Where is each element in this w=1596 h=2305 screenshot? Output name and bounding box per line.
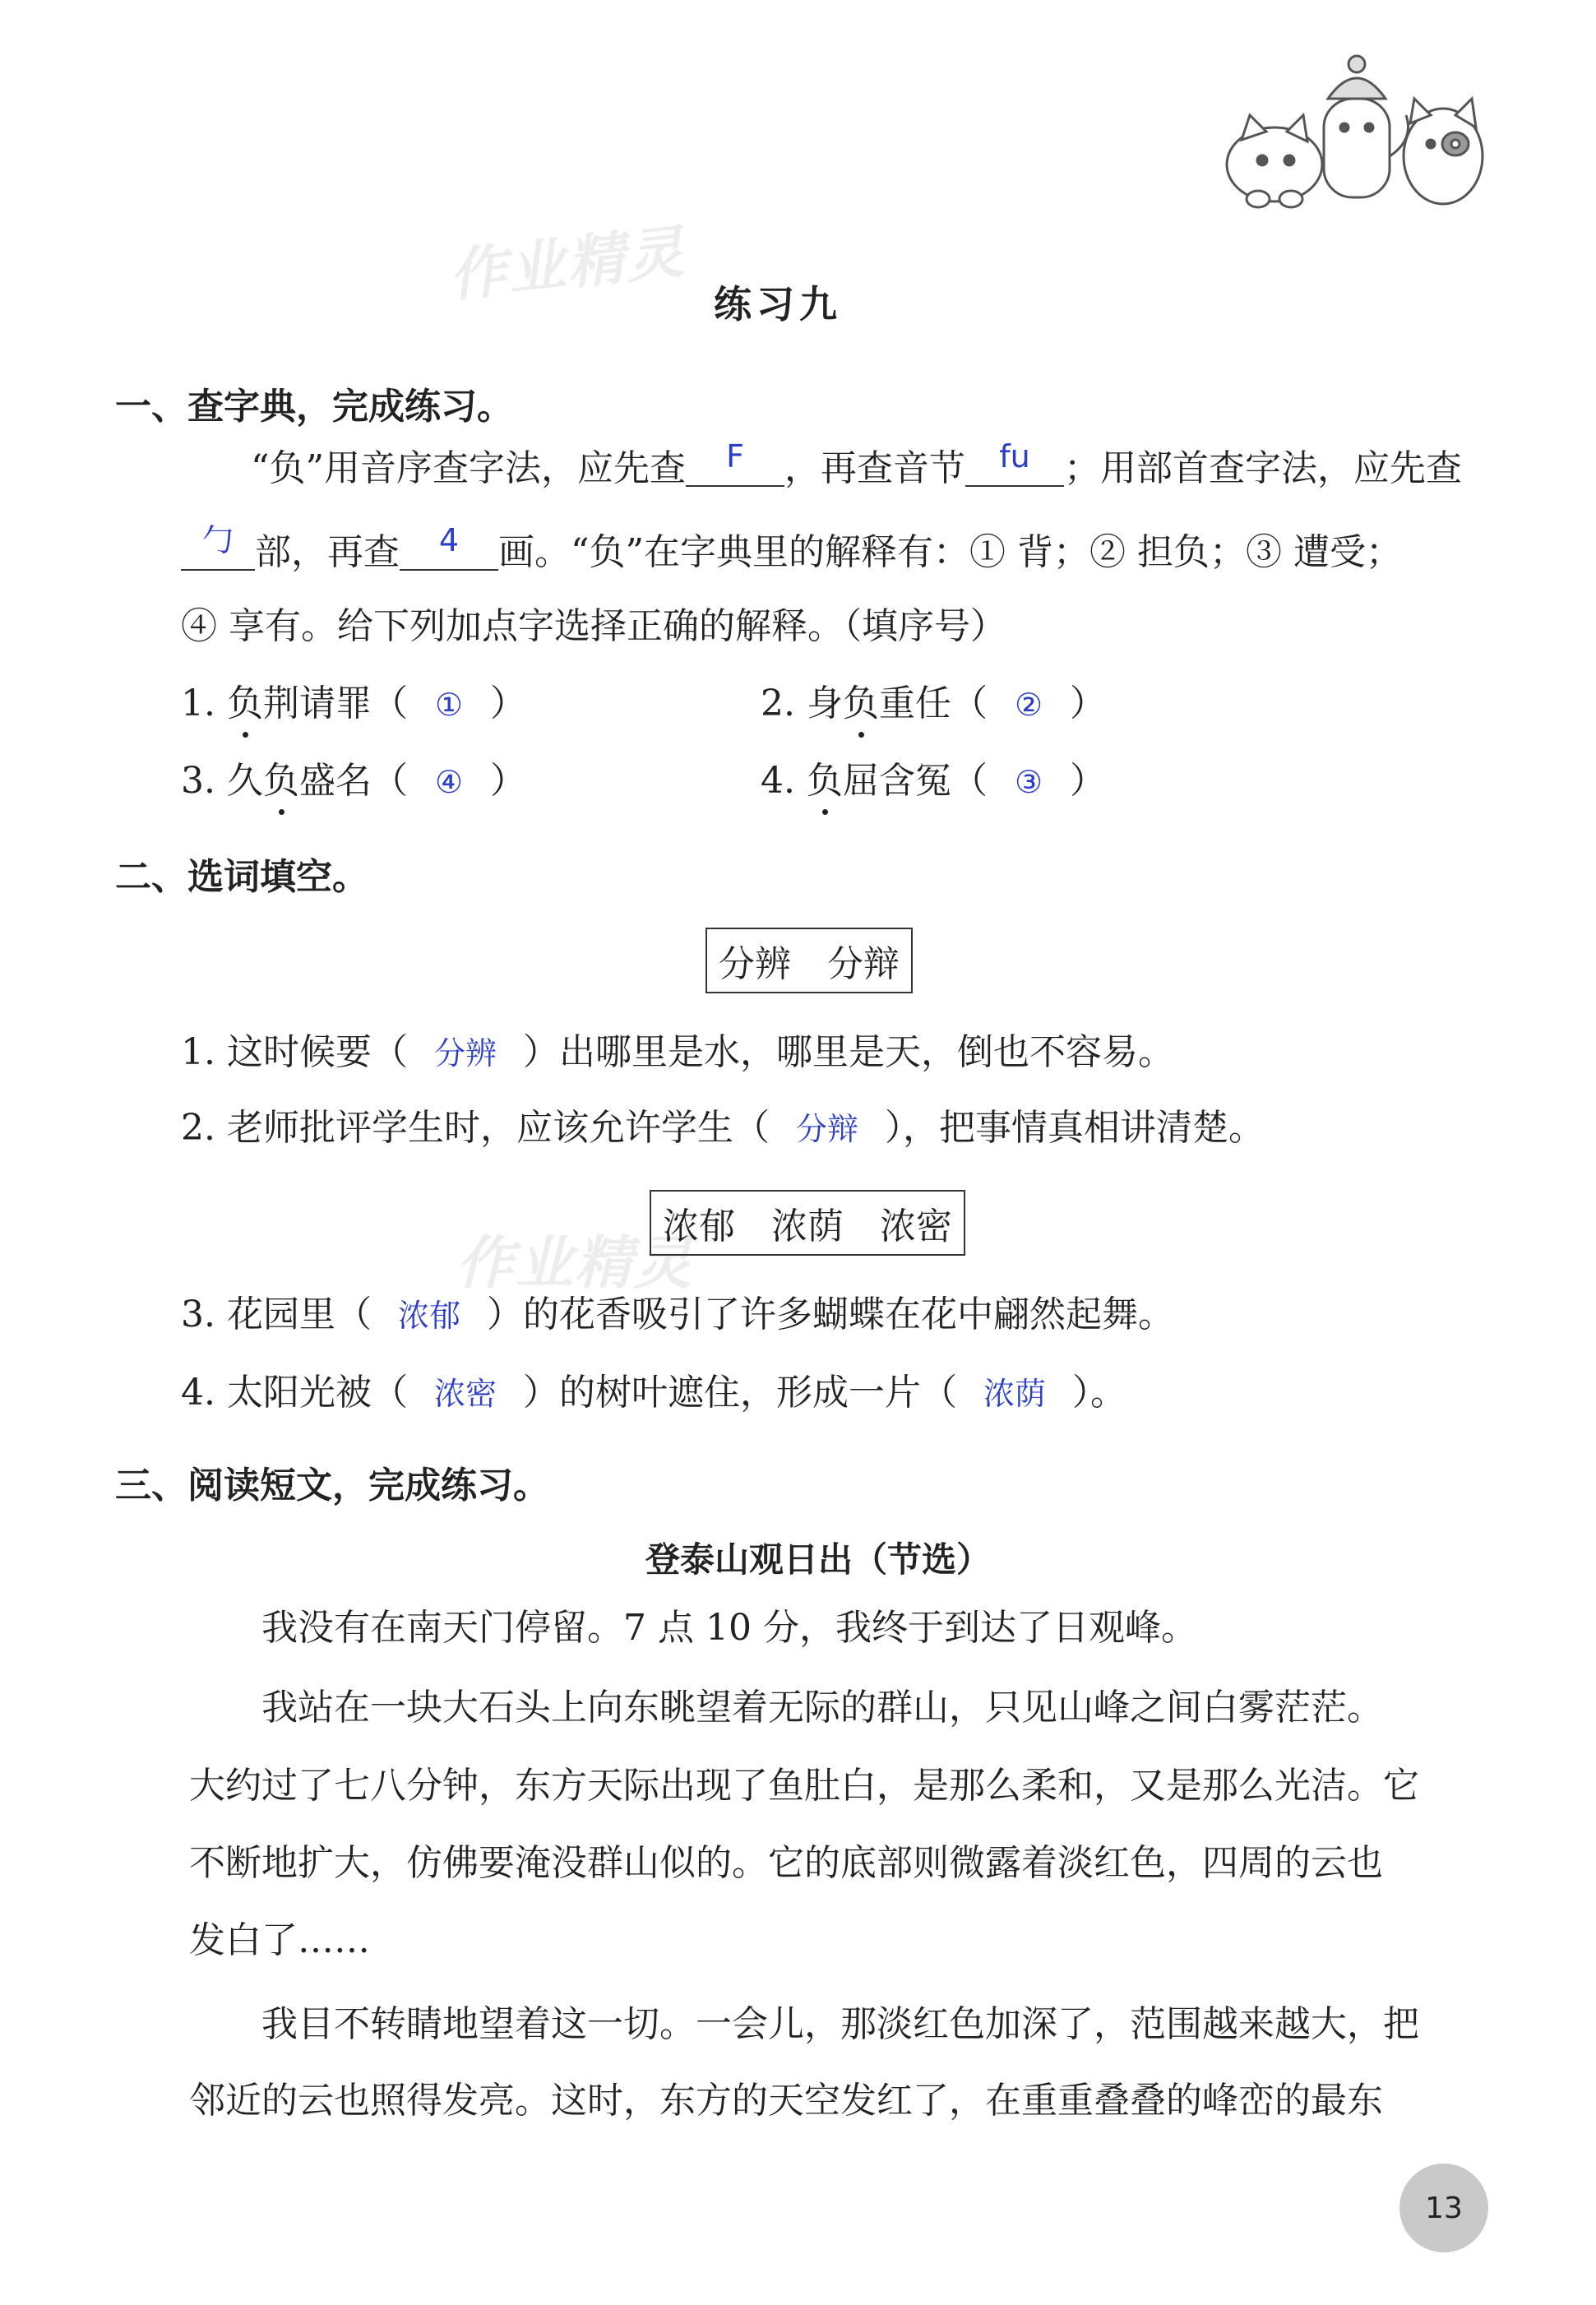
text-fragment: 1. 这时候要（: [181, 1031, 408, 1073]
article-line: 不断地扩大，仿佛要淹没群山似的。它的底部则微露着淡红色，四周的云也: [189, 1842, 1383, 1884]
cartoon-cats-illustration: [1209, 49, 1488, 214]
dotted-character: 负: [226, 683, 263, 724]
section-heading: 三、阅读短文，完成练习。: [115, 1465, 549, 1507]
article-line: 我站在一块大石头上向东眺望着无际的群山，只见山峰之间白雾茫茫。: [189, 1687, 1383, 1729]
watermark: 作业精灵: [456, 1229, 693, 1297]
handwritten-answer: 4: [438, 522, 460, 558]
fill-question: [181, 1031, 1174, 1073]
page-number-badge: 13: [1399, 2164, 1488, 2252]
text-fragment: ）的花香吸引了许多蝴蝶在花中翩然起舞。: [486, 1294, 1174, 1335]
text-fragment: ）的树叶遮住，形成一片（: [522, 1372, 957, 1414]
text-fragment: 部，再查: [255, 531, 400, 573]
text-fragment: 盛名（: [298, 760, 408, 802]
text-fragment: ）出哪里是水，哪里是天，倒也不容易。: [522, 1031, 1174, 1073]
handwritten-answer: 分辩: [795, 1111, 858, 1147]
text-fragment: 画。“负”在字典里的解释有：① 背；② 担负；③ 遭受；: [498, 531, 1402, 573]
text-fragment: ），把事情真相讲清楚。: [884, 1107, 1265, 1149]
handwritten-answer: 浓荫: [983, 1376, 1046, 1412]
word-choice-box: 浓郁 浓荫 浓密: [650, 1190, 965, 1256]
handwritten-answer: F: [726, 438, 744, 474]
section-heading: 一、查字典，完成练习。: [115, 386, 513, 428]
text-fragment: ，再查音节: [784, 447, 965, 489]
item-number: 1.: [181, 683, 215, 724]
answer-blank: [181, 522, 255, 571]
text-fragment: 3. 花园里（: [181, 1294, 372, 1335]
text-fragment: ）: [489, 760, 526, 802]
watermark: 作业精灵: [446, 218, 689, 310]
choice-item: [181, 760, 526, 802]
paragraph-line: [181, 522, 1402, 573]
article-line: 我没有在南天门停留。7 点 10 分，我终于到达了日观峰。: [189, 1607, 1197, 1649]
handwritten-answer: 浓密: [433, 1376, 497, 1412]
dotted-character: 负: [806, 760, 843, 802]
text-fragment: 身: [806, 683, 843, 724]
text-fragment: 2. 老师批评学生时，应该允许学生（: [181, 1107, 770, 1149]
item-number: 2.: [761, 683, 795, 724]
item-number: 3.: [181, 760, 215, 802]
text-fragment: 荆请罪（: [262, 683, 408, 724]
fill-question: [181, 1372, 1126, 1414]
article-line: 大约过了七八分钟，东方天际出现了鱼肚白，是那么柔和，又是那么光洁。它: [189, 1765, 1419, 1807]
text-fragment: ；用部首查字法，应先查: [1064, 447, 1462, 489]
text-fragment: “负”用音序查字法，应先查: [251, 447, 686, 489]
page-title: 练习九: [714, 282, 842, 326]
text-fragment: ）: [489, 683, 526, 724]
article-line: 邻近的云也照得发亮。这时，东方的天空发红了，在重重叠叠的峰峦的最东: [189, 2080, 1383, 2122]
handwritten-answer: ③: [1014, 764, 1043, 800]
dotted-character: 负: [842, 683, 879, 724]
text-fragment: 久: [226, 760, 263, 802]
text-fragment: ）: [1069, 683, 1106, 724]
handwritten-answer: 分辨: [433, 1035, 497, 1072]
answer-blank: [965, 438, 1064, 487]
fill-question: [181, 1107, 1265, 1149]
handwritten-answer: 浓郁: [397, 1298, 460, 1334]
paragraph-line: ④ 享有。给下列加点字选择正确的解释。（填序号）: [181, 605, 1006, 647]
article-title: 登泰山观日出（节选）: [645, 1539, 992, 1580]
handwritten-answer: 勹: [201, 522, 234, 558]
text-fragment: ）: [1069, 760, 1106, 802]
fill-question: [181, 1294, 1174, 1335]
text-fragment: 4. 太阳光被（: [181, 1372, 408, 1414]
handwritten-answer: ④: [434, 764, 464, 800]
choice-item: [761, 760, 1106, 802]
article-line: 我目不转睛地望着这一切。一会儿，那淡红色加深了，范围越来越大，把: [189, 2003, 1419, 2045]
text-fragment: ）。: [1071, 1372, 1126, 1414]
choice-item: [181, 683, 526, 724]
dotted-character: 负: [262, 760, 299, 802]
handwritten-answer: ②: [1014, 687, 1043, 723]
choice-item: [761, 683, 1106, 724]
article-line: 发白了……: [189, 1919, 370, 1961]
handwritten-answer: fu: [999, 438, 1030, 474]
item-number: 4.: [761, 760, 795, 802]
paragraph-line: [251, 438, 1462, 489]
text-fragment: 重任（: [878, 683, 988, 724]
text-fragment: 屈含冤（: [842, 760, 988, 802]
answer-blank: [686, 438, 784, 487]
handwritten-answer: ①: [434, 687, 464, 723]
answer-blank: [400, 522, 498, 571]
section-heading: 二、选词填空。: [115, 856, 368, 898]
word-choice-box: 分辨 分辩: [705, 928, 913, 993]
